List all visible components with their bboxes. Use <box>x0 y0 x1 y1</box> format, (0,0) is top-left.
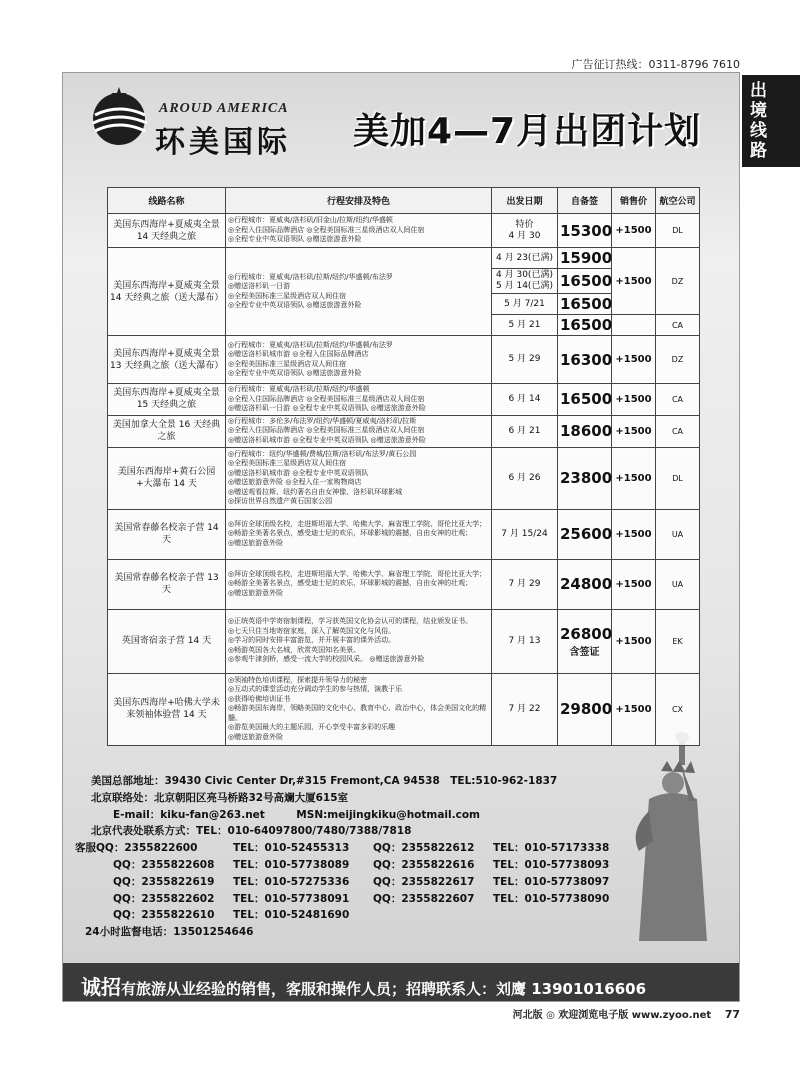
departure-date: 4 月 30(已满) 5 月 14(已满) <box>492 269 558 294</box>
tel-number: TEL：010-57738093 <box>493 858 610 871</box>
departure-date: 5 月 29 <box>492 336 558 384</box>
self-visa-price: 16500 <box>558 294 612 315</box>
route-name: 美国东西海岸+夏威夷全景 15 天经典之旅 <box>108 384 226 416</box>
page-footer <box>513 1006 740 1021</box>
airline-code: CX <box>656 673 700 745</box>
route-features: ◎行程城市：夏威夷/洛杉矶/拉斯/纽约/华盛顿/布法罗 ◎赠送洛杉矶一日游 ◎全程美国标准三星级酒店双人间住宿 ◎全程专业中英双语领队 ◎赠送旅游意外险 <box>226 248 492 336</box>
qq-number: QQ：2355822619 <box>113 875 215 888</box>
departure-date: 6 月 26 <box>492 447 558 509</box>
route-features: ◎正统英语中学寄宿制课程，学习获英国文化协会认可的课程，结业颁发证书。 ◎七天只住当地寄宿家庭，深入了解英国文化与风俗。 ◎学习的同时安排丰富游览，并开展丰富的课外活动。 ◎畅游英国各大名城，欣赏英国知名美景。 ◎参观牛津剑桥，感受一流大学的校园风采。 ◎赠送旅游意外险 <box>226 609 492 673</box>
page-number: 77 <box>724 1008 740 1021</box>
recruit-lead: 诚招 <box>81 975 121 999</box>
airline-code: DL <box>656 447 700 509</box>
sale-price: +1500 <box>612 384 656 416</box>
departure-date: 7 月 13 <box>492 609 558 673</box>
sale-price: +1500 <box>612 559 656 609</box>
qq-number: QQ：2355822607 <box>373 892 475 905</box>
airline-code: CA <box>656 415 700 447</box>
sale-price: +1500 <box>612 447 656 509</box>
route-features: ◎拜访全球顶级名校，走进斯坦福大学、哈佛大学、麻省理工学院、哥伦比亚大学； ◎畅游全美著名景点，感受迪士尼的欢乐，环球影城的震撼，自由女神的壮观； ◎赠送旅游意外险 <box>226 509 492 559</box>
sale-price: +1500 <box>612 415 656 447</box>
route-features: ◎行程城市：夏威夷/洛杉矶/拉斯/纽约/华盛顿 ◎全程入住国际品牌酒店 ◎全程美国标准三星级酒店双人间住宿 ◎赠送洛杉矶一日游 ◎全程专业中英双语领队 ◎赠送旅游意外险 <box>226 384 492 416</box>
self-visa-price: 23800 <box>558 447 612 509</box>
table-row <box>108 447 700 509</box>
table-row <box>108 248 700 269</box>
header <box>63 73 739 183</box>
section-tab-char: 路 <box>750 141 767 161</box>
sale-price: +1500 <box>612 248 656 315</box>
tel-number: TEL：010-57275336 <box>233 875 350 888</box>
tel-number: TEL：010-57173338 <box>493 842 610 855</box>
airline-code: UA <box>656 509 700 559</box>
sale-price: +1500 <box>612 214 656 248</box>
airline-code: EK <box>656 609 700 673</box>
table-row <box>108 336 700 384</box>
airline-code: UA <box>656 559 700 609</box>
route-name: 美国东西海岸+夏威夷全景 13 天经典之旅（送大瀑布） <box>108 336 226 384</box>
route-name: 美国东西海岸+黄石公园+大瀑布 14 天 <box>108 447 226 509</box>
self-visa-price: 15900 <box>558 248 612 269</box>
tel-number: TEL：010-52481690 <box>233 909 350 922</box>
departure-date: 7 月 29 <box>492 559 558 609</box>
price-note: 含签证 <box>569 646 600 658</box>
section-tab-char: 出 <box>750 81 767 101</box>
customer-service-grid <box>75 840 651 924</box>
supervision-hotline: 24小时监督电话：13501254646 <box>85 926 254 939</box>
qq-number: QQ：2355822602 <box>113 892 215 905</box>
col-header-sale-price: 销售价 <box>612 188 656 214</box>
route-features: ◎领袖特色培训课程，探索提升领导力的秘密 ◎互动式的课堂活动充分调动学生的参与热情，演教于乐 ◎获得哈佛培训证书 ◎畅游美国东海岸，领略美国的文化中心、教育中心、政治中心，体会美国文化的精髓。 ◎游览美国最大的主题乐园，开心享受丰富多彩的乐趣 ◎赠送旅游意外险 <box>226 673 492 745</box>
departure-date: 5 月 21 <box>492 315 558 336</box>
ad-panel <box>62 72 740 1002</box>
self-visa-price: 24800 <box>558 559 612 609</box>
self-visa-price: 18600 <box>558 415 612 447</box>
contact-info <box>75 773 651 941</box>
airline-code: DL <box>656 214 700 248</box>
airline-code: CA <box>656 315 700 336</box>
departure-date: 7 月 22 <box>492 673 558 745</box>
self-visa-price: 16500 <box>558 384 612 416</box>
recruit-text: 有旅游从业经验的销售，客服和操作人员；招聘联系人：刘鹰 13901016606 <box>121 980 647 998</box>
self-visa-price: 16300 <box>558 336 612 384</box>
departure-date: 特价 4 月 30 <box>492 214 558 248</box>
self-visa-price: 16500 <box>558 315 612 336</box>
table-row <box>108 673 700 745</box>
airline-code: DZ <box>656 336 700 384</box>
table-row <box>108 509 700 559</box>
route-name: 美国加拿大全景 16 天经典之旅 <box>108 415 226 447</box>
qq-number: QQ：2355822612 <box>373 842 475 855</box>
departure-date: 5 月 7/21 <box>492 294 558 315</box>
qq-number: QQ：2355822608 <box>113 858 215 871</box>
qq-number <box>75 840 233 857</box>
airline-code: CA <box>656 384 700 416</box>
price-value: 26800 <box>560 624 613 643</box>
self-visa-price <box>558 609 612 673</box>
col-header-airline: 航空公司 <box>656 188 700 214</box>
beijing-office-address: 北京联络处：北京朝阳区亮马桥路32号高斓大厦615室 <box>91 791 349 804</box>
airline-code: DZ <box>656 248 700 315</box>
route-features: ◎行程城市：夏威夷/洛杉矶/拉斯/纽约/华盛顿/布法罗 ◎赠送洛杉矶城市游 ◎全程入住国际品牌酒店 ◎全程美国标准三星级酒店双人间住宿 ◎全程专业中英双语领队 ◎赠送旅游意外险 <box>226 336 492 384</box>
self-visa-price: 16500 <box>558 269 612 294</box>
tour-schedule-table <box>107 187 700 746</box>
sale-price: +1500 <box>612 336 656 384</box>
brand-name-cn: 环美国际 <box>155 125 291 160</box>
section-tab <box>742 75 800 167</box>
tel-number: TEL：010-57738090 <box>493 892 610 905</box>
self-visa-price: 15300 <box>558 214 612 248</box>
page-title: 美加4—7月出团计划 <box>353 111 702 152</box>
table-row <box>108 214 700 248</box>
email-msn: E-mail：kiku-fan@263.net MSN:meijingkiku@hotmail.com <box>113 808 480 821</box>
route-name: 美国东西海岸+夏威夷全景 14 天经典之旅 <box>108 214 226 248</box>
route-features: ◎行程城市：纽约/华盛顿/费城/拉斯/洛杉矶/布法罗/黄石公园 ◎全程美国标准三星级酒店双人间住宿 ◎赠送洛杉矶城市游 ◎全程专业中英双语领队 ◎赠送旅游意外险 ◎全程入住一家购物商店 ◎赠送观看拉斯、纽约著名自由女神像、洛杉矶环球影城 ◎探访世界自然遗产黄石国家公园 <box>226 447 492 509</box>
office-phones: 北京代表处联系方式：TEL：010-64097800/7480/7388/7818 <box>91 825 412 838</box>
globe-logo-icon <box>87 85 151 149</box>
route-name: 美国常春藤名校亲子营 13 天 <box>108 559 226 609</box>
route-features: ◎行程城市：多伦多/布法罗/纽约/华盛顿/夏威夷/洛杉矶/拉斯 ◎全程入住国际品牌酒店 ◎全程美国标准三星级酒店双人间住宿 ◎赠送洛杉矶城市游 ◎全程专业中英双语领队 ◎赠送旅游意外险 <box>226 415 492 447</box>
qq-number: QQ：2355822610 <box>113 909 215 922</box>
qq-number: QQ：2355822617 <box>373 875 475 888</box>
col-header-features: 行程安排及特色 <box>226 188 492 214</box>
table-header-row <box>108 188 700 214</box>
tel-number: TEL：010-57738089 <box>233 858 350 871</box>
col-header-route: 线路名称 <box>108 188 226 214</box>
qq-number: QQ：2355822616 <box>373 858 475 871</box>
tel-number: TEL：010-52455313 <box>233 842 350 855</box>
table-row <box>108 384 700 416</box>
qq-value: QQ：2355822600 <box>96 842 198 855</box>
ad-hotline: 广告征订热线：0311-8796 7610 <box>571 58 740 71</box>
section-tab-char: 线 <box>750 121 767 141</box>
recruitment-banner <box>63 963 739 1001</box>
table-row <box>108 415 700 447</box>
departure-date: 6 月 14 <box>492 384 558 416</box>
route-features: ◎行程城市：夏威夷/洛杉矶/旧金山/拉斯/纽约/华盛顿 ◎全程入住国际品牌酒店 ◎全程美国标准三星级酒店双人间住宿 ◎全程专业中英双语领队 ◎赠送旅游意外险 <box>226 214 492 248</box>
route-name: 英国寄宿亲子营 14 天 <box>108 609 226 673</box>
departure-date: 4 月 23(已满) <box>492 248 558 269</box>
route-name: 美国东西海岸+夏威夷全景 14 天经典之旅（送大瀑布） <box>108 248 226 336</box>
brand-name-en: AROUD AMERICA <box>159 101 289 116</box>
customer-service-label: 客服 <box>75 842 96 855</box>
footer-text: 河北版 ◎ 欢迎浏览电子版 www.zyoo.net <box>512 1010 712 1021</box>
route-features: ◎拜访全球顶级名校，走进斯坦福大学、哈佛大学、麻省理工学院、哥伦比亚大学； ◎畅游全美著名景点，感受迪士尼的欢乐，环球影城的震撼，自由女神的壮观； ◎赠送旅游意外险 <box>226 559 492 609</box>
self-visa-price: 29800 <box>558 673 612 745</box>
tel-number: TEL：010-57738091 <box>233 892 350 905</box>
self-visa-price: 25600 <box>558 509 612 559</box>
section-tab-char: 境 <box>750 101 767 121</box>
departure-date: 6 月 21 <box>492 415 558 447</box>
route-name: 美国常春藤名校亲子营 14 天 <box>108 509 226 559</box>
sale-price: +1500 <box>612 609 656 673</box>
departure-date: 7 月 15/24 <box>492 509 558 559</box>
sale-price: +1500 <box>612 673 656 745</box>
tel-number: TEL：010-57738097 <box>493 875 610 888</box>
sale-price: +1500 <box>612 509 656 559</box>
table-row <box>108 609 700 673</box>
sale-price <box>612 315 656 336</box>
table-row <box>108 559 700 609</box>
us-hq-address: 美国总部地址：39430 Civic Center Dr,#315 Fremont,CA 94538 TEL:510-962-1837 <box>91 775 558 787</box>
route-name: 美国东西海岸+哈佛大学未来领袖体验营 14 天 <box>108 673 226 745</box>
col-header-self-visa: 自备签 <box>558 188 612 214</box>
col-header-date: 出发日期 <box>492 188 558 214</box>
